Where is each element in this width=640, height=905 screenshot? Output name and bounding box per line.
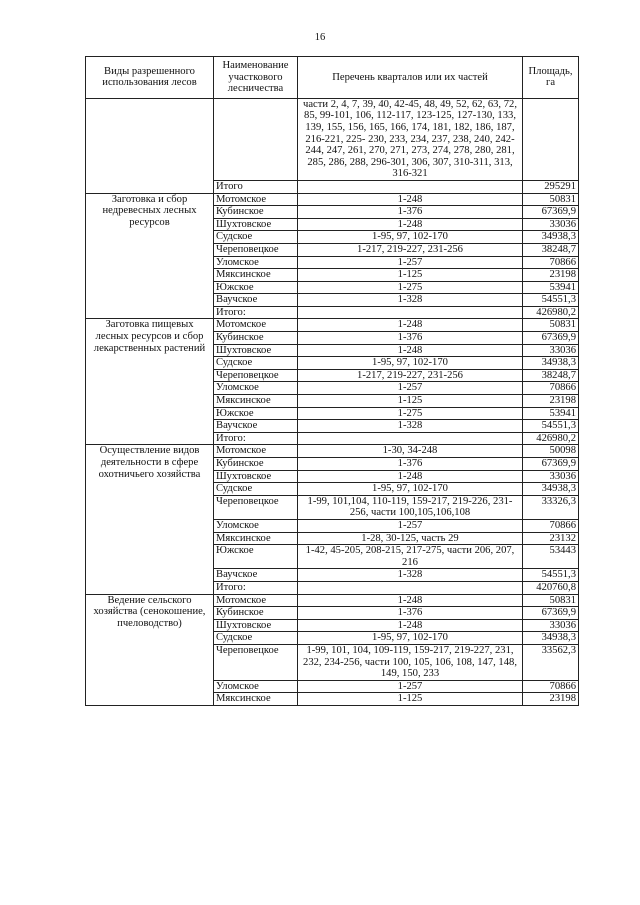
area-cell: 38248,7	[523, 243, 579, 256]
forestry-cell: Ваучское	[214, 569, 298, 582]
forestry-cell: Уломское	[214, 519, 298, 532]
table-row	[86, 98, 579, 180]
area-cell: 53443	[523, 545, 579, 569]
forestry-cell: Ваучское	[214, 420, 298, 433]
area-cell: 50098	[523, 445, 579, 458]
area-cell: 33562,3	[523, 644, 579, 680]
forestry-cell: Уломское	[214, 680, 298, 693]
forestry-cell: Итого:	[214, 581, 298, 594]
area-cell: 420760,8	[523, 581, 579, 594]
quarters-cell: 1-257	[298, 382, 523, 395]
header-use-type: Виды разрешенного использования лесов	[86, 57, 214, 99]
area-cell: 70866	[523, 256, 579, 269]
forestry-cell: Итого:	[214, 432, 298, 445]
quarters-cell: 1-99, 101, 104, 109-119, 159-217, 219-227, 231, 232, 234-256, части 100, 105, 106, 108, 147, 148, 149, 150, 233	[298, 644, 523, 680]
quarters-cell: 1-248	[298, 619, 523, 632]
area-cell: 70866	[523, 382, 579, 395]
quarters-cell: 1-328	[298, 294, 523, 307]
table-row	[86, 594, 579, 607]
header-quarters: Перечень кварталов или их частей	[298, 57, 523, 99]
area-cell: 33036	[523, 344, 579, 357]
area-cell: 23132	[523, 532, 579, 545]
forestry-cell: Ваучское	[214, 294, 298, 307]
forestry-cell: Кубинское	[214, 332, 298, 345]
forestry-cell: Уломское	[214, 382, 298, 395]
area-cell: 54551,3	[523, 420, 579, 433]
quarters-cell: 1-217, 219-227, 231-256	[298, 369, 523, 382]
table-body	[86, 98, 579, 705]
page-number: 16	[314, 32, 326, 43]
quarters-cell: 1-248	[298, 470, 523, 483]
quarters-cell: 1-376	[298, 332, 523, 345]
quarters-cell: 1-275	[298, 281, 523, 294]
forestry-cell: Судское	[214, 357, 298, 370]
area-cell: 33036	[523, 470, 579, 483]
quarters-cell	[298, 432, 523, 445]
area-cell: 50831	[523, 319, 579, 332]
forestry-cell: Уломское	[214, 256, 298, 269]
quarters-cell: 1-99, 101,104, 110-119, 159-217, 219-226, 231-256, части 100,105,106,108	[298, 495, 523, 519]
area-cell: 67369,9	[523, 206, 579, 219]
quarters-cell: 1-376	[298, 206, 523, 219]
forestry-cell: Мотомское	[214, 445, 298, 458]
area-cell: 34938,3	[523, 483, 579, 496]
forestry-cell: Южское	[214, 545, 298, 569]
quarters-cell: 1-257	[298, 680, 523, 693]
use-type-cell: Заготовка пищевых лесных ресурсов и сбор лекарственных растений	[86, 319, 214, 445]
forestry-cell: Судское	[214, 231, 298, 244]
forestry-cell: Шухтовское	[214, 619, 298, 632]
forestry-cell: Мяксинское	[214, 693, 298, 706]
area-cell: 67369,9	[523, 607, 579, 620]
quarters-cell: 1-95, 97, 102-170	[298, 483, 523, 496]
area-cell: 67369,9	[523, 458, 579, 471]
quarters-cell	[298, 180, 523, 193]
area-cell: 53941	[523, 407, 579, 420]
area-cell: 70866	[523, 519, 579, 532]
quarters-cell: 1-248	[298, 218, 523, 231]
quarters-cell: 1-125	[298, 693, 523, 706]
quarters-cell: 1-95, 97, 102-170	[298, 231, 523, 244]
forestry-cell: Кубинское	[214, 206, 298, 219]
quarters-cell: 1-95, 97, 102-170	[298, 357, 523, 370]
quarters-cell: 1-328	[298, 420, 523, 433]
forestry-cell: Кубинское	[214, 458, 298, 471]
area-cell: 295291	[523, 180, 579, 193]
forestry-cell: Шухтовское	[214, 344, 298, 357]
quarters-cell: 1-257	[298, 256, 523, 269]
forestry-cell: Судское	[214, 483, 298, 496]
area-cell: 23198	[523, 269, 579, 282]
forestry-cell: Череповецкое	[214, 369, 298, 382]
quarters-cell: 1-125	[298, 269, 523, 282]
forestry-cell	[214, 98, 298, 180]
quarters-cell	[298, 581, 523, 594]
quarters-cell: 1-30, 34-248	[298, 445, 523, 458]
forestry-cell: Южское	[214, 407, 298, 420]
area-cell: 34938,3	[523, 632, 579, 645]
forestry-cell: Итого:	[214, 306, 298, 319]
use-type-cell: Ведение сельского хозяйства (сенокошение, пчеловодство)	[86, 594, 214, 705]
area-cell: 54551,3	[523, 569, 579, 582]
forestry-cell: Шухтовское	[214, 218, 298, 231]
use-type-cell	[86, 98, 214, 193]
forestry-cell: Мотомское	[214, 193, 298, 206]
forestry-cell: Шухтовское	[214, 470, 298, 483]
forestry-cell: Итого	[214, 180, 298, 193]
area-cell: 426980,2	[523, 306, 579, 319]
quarters-cell: 1-248	[298, 193, 523, 206]
forestry-cell: Мяксинское	[214, 532, 298, 545]
quarters-cell: части 2, 4, 7, 39, 40, 42-45, 48, 49, 52, 62, 63, 72, 85, 99-101, 106, 112-117, 123-125, 127-130, 133, 139, 155, 156, 165, 166, 174, 181, 182, 186, 187, 216-221, 225- 230, 233, 234, 237, 238, 240, 242-244, 247, 261, 270, 271, 273, 274, 278, 280, 281, 285, 286, 288, 296-301, 306, 307, 310-311, 313, 316-321	[298, 98, 523, 180]
area-cell: 50831	[523, 193, 579, 206]
forestry-cell: Череповецкое	[214, 243, 298, 256]
use-type-cell: Заготовка и сбор недревесных лесных ресурсов	[86, 193, 214, 319]
quarters-cell: 1-248	[298, 319, 523, 332]
forestry-cell: Череповецкое	[214, 495, 298, 519]
area-cell: 54551,3	[523, 294, 579, 307]
table-header-row	[86, 57, 579, 99]
area-cell: 33326,3	[523, 495, 579, 519]
area-cell	[523, 98, 579, 180]
area-cell: 67369,9	[523, 332, 579, 345]
area-cell: 33036	[523, 218, 579, 231]
area-cell: 33036	[523, 619, 579, 632]
forestry-cell: Кубинское	[214, 607, 298, 620]
table-row	[86, 193, 579, 206]
quarters-cell: 1-275	[298, 407, 523, 420]
quarters-cell	[298, 306, 523, 319]
area-cell: 23198	[523, 693, 579, 706]
header-forestry: Наименование участкового лесничества	[214, 57, 298, 99]
area-cell: 426980,2	[523, 432, 579, 445]
area-cell: 23198	[523, 395, 579, 408]
table-row	[86, 319, 579, 332]
quarters-cell: 1-217, 219-227, 231-256	[298, 243, 523, 256]
forestry-cell: Судское	[214, 632, 298, 645]
quarters-cell: 1-248	[298, 344, 523, 357]
forestry-cell: Мотомское	[214, 319, 298, 332]
use-type-cell: Осуществление видов деятельности в сфере охотничьего хозяйства	[86, 445, 214, 594]
forestry-cell: Южское	[214, 281, 298, 294]
quarters-cell: 1-125	[298, 395, 523, 408]
table-row	[86, 445, 579, 458]
quarters-cell: 1-248	[298, 594, 523, 607]
forestry-cell: Мотомское	[214, 594, 298, 607]
forestry-cell: Мяксинское	[214, 269, 298, 282]
quarters-cell: 1-95, 97, 102-170	[298, 632, 523, 645]
quarters-cell: 1-376	[298, 607, 523, 620]
area-cell: 70866	[523, 680, 579, 693]
area-cell: 53941	[523, 281, 579, 294]
area-cell: 34938,3	[523, 231, 579, 244]
quarters-cell: 1-328	[298, 569, 523, 582]
forest-use-table	[85, 56, 579, 706]
area-cell: 38248,7	[523, 369, 579, 382]
quarters-cell: 1-376	[298, 458, 523, 471]
header-area: Площадь, га	[523, 57, 579, 99]
area-cell: 34938,3	[523, 357, 579, 370]
forestry-cell: Мяксинское	[214, 395, 298, 408]
quarters-cell: 1-257	[298, 519, 523, 532]
forestry-cell: Череповецкое	[214, 644, 298, 680]
area-cell: 50831	[523, 594, 579, 607]
quarters-cell: 1-28, 30-125, часть 29	[298, 532, 523, 545]
quarters-cell: 1-42, 45-205, 208-215, 217-275, части 206, 207, 216	[298, 545, 523, 569]
